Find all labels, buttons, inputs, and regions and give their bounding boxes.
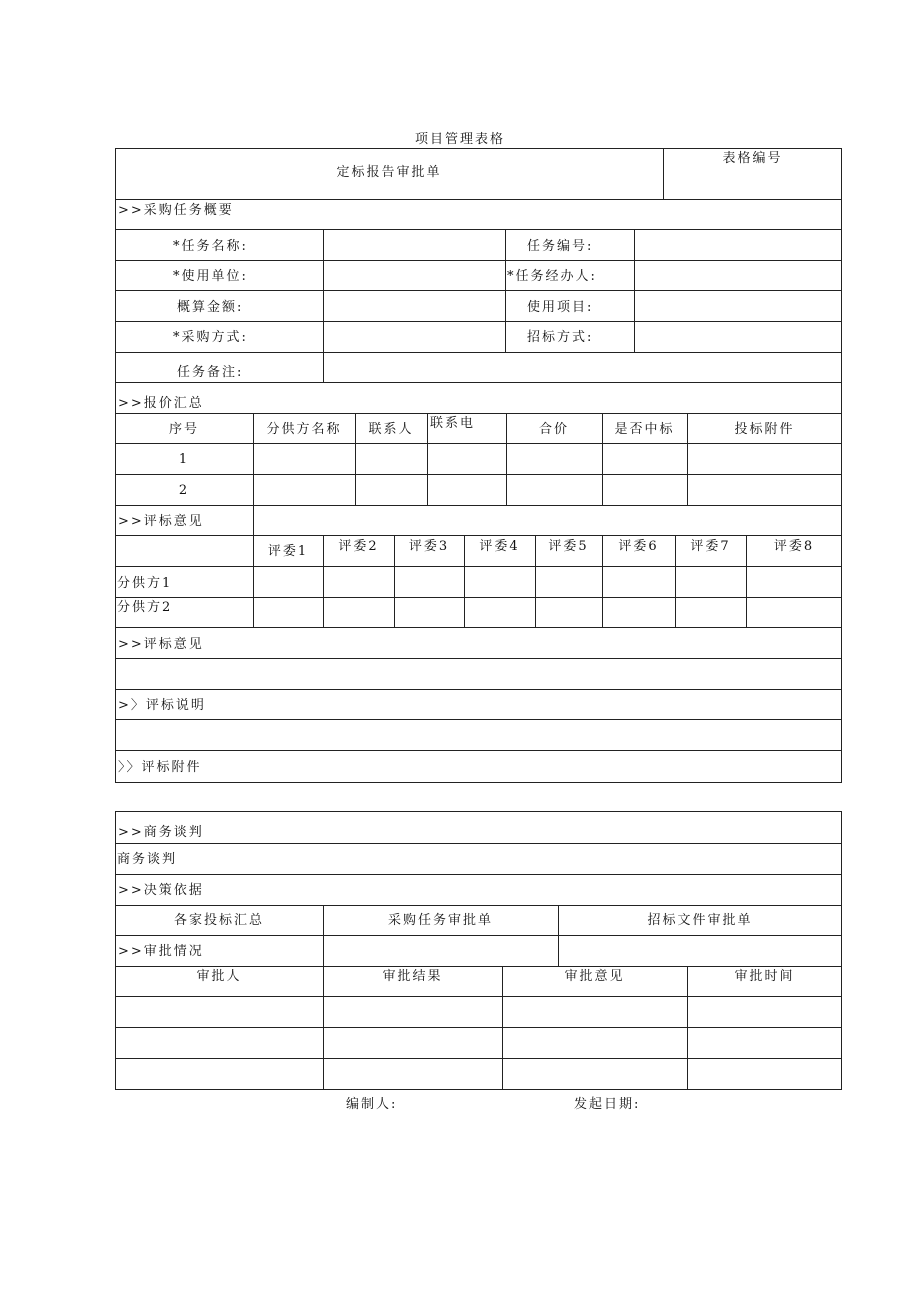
task-no-label: 任务编号:: [527, 239, 594, 254]
section-header-approval-status: >>审批情况: [118, 944, 204, 959]
judge-header: 评委1: [267, 544, 309, 559]
section-header-bid-attachment: 〉〉评标附件: [118, 760, 202, 775]
decision-item-purchase-approval: 采购任务审批单: [387, 913, 493, 928]
col-approval-opinion: 审批意见: [564, 969, 625, 984]
supplier-row-label: 分供方2: [117, 600, 173, 615]
col-phone: 联系电: [430, 416, 476, 431]
decision-item-bid-doc-approval: 招标文件审批单: [647, 913, 753, 928]
editor-label: 编制人:: [346, 1097, 398, 1112]
start-date-label: 发起日期:: [574, 1097, 641, 1112]
col-supplier-name: 分供方名称: [266, 422, 342, 437]
handler-label: *任务经办人:: [507, 269, 597, 284]
section-header-negotiation: >>商务谈判: [118, 825, 204, 840]
judge-header: 评委6: [618, 539, 659, 554]
section-header-bid-explanation: >〉评标说明: [118, 698, 206, 713]
judge-header: 评委8: [773, 539, 815, 554]
use-project-label: 使用项目:: [527, 300, 594, 315]
col-approver: 审批人: [196, 969, 242, 984]
form-no-label: 表格编号: [722, 151, 783, 166]
section-header-bid-evaluation: >>评标意见: [118, 514, 204, 529]
judge-header: 评委7: [690, 539, 731, 554]
judge-header: 评委3: [408, 539, 450, 554]
decision-item-bid-summary: 各家投标汇总: [173, 913, 264, 928]
section-header-bid-opinion: >>评标意见: [118, 637, 204, 652]
budget-label: 概算金额:: [177, 300, 244, 315]
quote-row-serial: 2: [178, 483, 190, 498]
purchase-method-label: *采购方式:: [173, 330, 248, 345]
col-total-price: 合价: [538, 422, 569, 437]
remark-label: 任务备注:: [177, 365, 244, 380]
section-header-quote-summary: >>报价汇总: [118, 396, 204, 411]
judge-header: 评委5: [548, 539, 589, 554]
use-unit-label: *使用单位:: [173, 269, 248, 284]
supplier-row-label: 分供方1: [117, 576, 173, 591]
col-contact: 联系人: [368, 422, 414, 437]
col-serial: 序号: [168, 422, 199, 437]
task-name-label: *任务名称:: [173, 239, 248, 254]
decision-table: [115, 811, 842, 1090]
judge-header: 评委4: [479, 539, 520, 554]
page-title: 项目管理表格: [414, 132, 505, 147]
judge-header: 评委2: [338, 539, 379, 554]
section-header-decision-basis: >>决策依据: [118, 883, 204, 898]
negotiation-label: 商务谈判: [117, 852, 178, 867]
form-title: 定标报告审批单: [336, 165, 442, 180]
quote-row-serial: 1: [178, 452, 190, 467]
section-header-purchase-summary: >>采购任务概要: [118, 203, 234, 218]
col-approval-time: 审批时间: [734, 969, 795, 984]
col-bid-attachment: 投标附件: [734, 422, 795, 437]
col-won-bid: 是否中标: [614, 422, 675, 437]
bid-method-label: 招标方式:: [527, 330, 594, 345]
col-approval-result: 审批结果: [382, 969, 443, 984]
